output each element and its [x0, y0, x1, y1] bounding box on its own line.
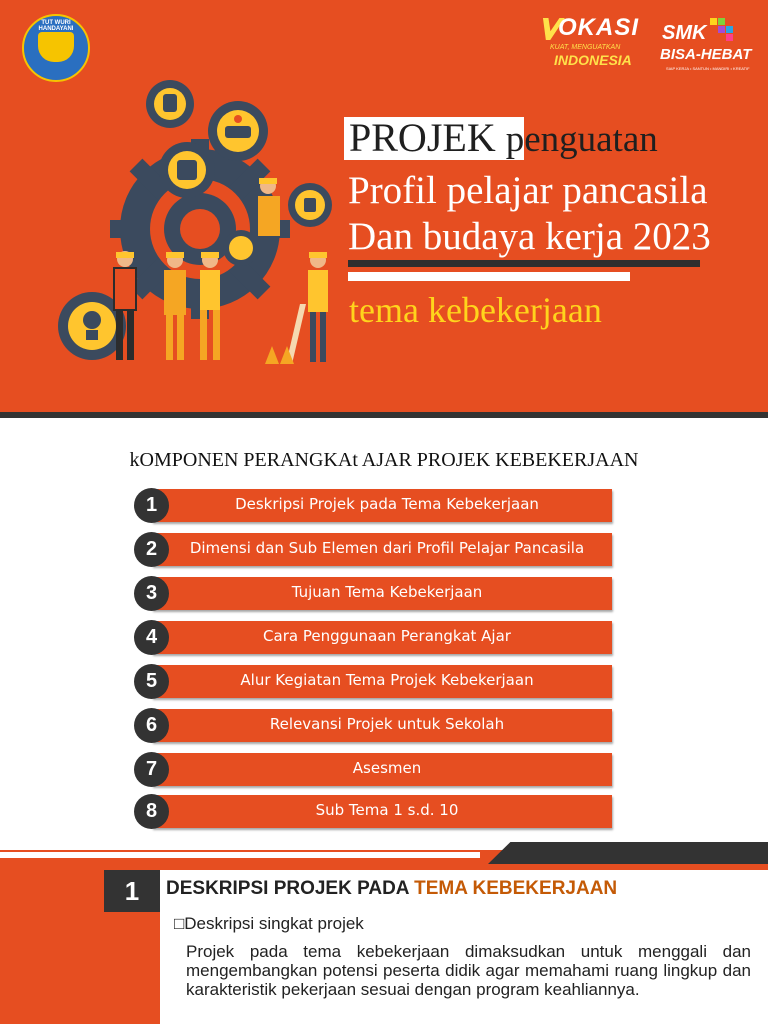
vokasi-logo-main: OKASI: [558, 14, 640, 41]
component-label: Cara Penggunaan Perangkat Ajar: [152, 621, 612, 654]
smk-bisa-hebat-logo: [658, 16, 754, 74]
component-item-4: [134, 620, 612, 654]
cover-bottom-stripe: [0, 412, 768, 436]
smk-logo-tagline: SIAP KERJA • SANTUN • MANDIRI • KREATIF: [666, 66, 750, 71]
components-slide: [0, 436, 768, 842]
components-title: kOMPONEN PERANGKAt AJAR PROJEK KEBEKERJAAN: [129, 449, 639, 471]
theme-label: tema kebekerjaan: [349, 290, 602, 330]
vokasi-logo: [540, 14, 648, 72]
title-line2: Profil pelajar pancasila: [348, 169, 708, 212]
bullet-glyph-icon: □: [174, 914, 185, 933]
smk-logo-main: SMK: [662, 22, 707, 44]
component-label: Deskripsi Projek pada Tema Kebekerjaan: [152, 489, 612, 522]
component-item-8: [134, 794, 612, 828]
component-number: 4: [134, 620, 169, 655]
smk-logo-sub: BISA-HEBAT: [660, 46, 752, 63]
component-label: Relevansi Projek untuk Sekolah: [152, 709, 612, 742]
section-heading-highlight: TEMA KEBEKERJAAN: [414, 878, 618, 899]
description-paragraph: Projek pada tema kebekerjaan dimaksudkan untuk menggali dan mengembangkan potensi peserta didik agar memahami ruang lingkup dan karakteristik pekerjaan sesuai dengan program keahliannya.: [186, 942, 751, 999]
section-heading: [166, 878, 617, 900]
title-word-projek: PROJEK: [349, 115, 496, 160]
component-label: Tujuan Tema Kebekerjaan: [152, 577, 612, 610]
gears-workers-illustration: [50, 74, 350, 374]
bullet-text: Deskripsi singkat projek: [184, 914, 364, 933]
kemdikbud-logo: [22, 14, 90, 82]
logo-motto: TUT WURI HANDAYANI: [38, 20, 74, 32]
vokasi-logo-country: INDONESIA: [554, 52, 632, 68]
component-item-7: [134, 752, 612, 786]
component-number: 2: [134, 532, 169, 567]
description-slide: [0, 842, 768, 1024]
header-dark-band: [488, 842, 768, 864]
component-label: Dimensi dan Sub Elemen dari Profil Pelajar Pancasila: [152, 533, 612, 566]
component-label: Asesmen: [152, 753, 612, 786]
component-item-5: [134, 664, 612, 698]
title-underline-dark: [348, 260, 700, 267]
component-number: 7: [134, 752, 169, 787]
component-item-3: [134, 576, 612, 610]
title-line3: Dan budaya kerja 2023: [348, 215, 711, 258]
title-underline-white: [348, 272, 630, 281]
component-number: 1: [134, 488, 169, 523]
component-item-6: [134, 708, 612, 742]
component-label: Alur Kegiatan Tema Projek Kebekerjaan: [152, 665, 612, 698]
component-number: 6: [134, 708, 169, 743]
component-item-2: [134, 532, 612, 566]
section-heading-main: DESKRIPSI PROJEK PADA: [166, 878, 415, 899]
component-label: Sub Tema 1 s.d. 10: [152, 795, 612, 828]
header-white-stripe: [0, 852, 480, 858]
bullet-item: [174, 914, 364, 934]
component-item-1: [134, 488, 612, 522]
cover-slide: [0, 0, 768, 436]
component-number: 8: [134, 794, 169, 829]
section-number: 1: [104, 870, 160, 912]
title-line1: [349, 114, 658, 164]
title-word-penguatan: penguatan: [505, 119, 658, 160]
vokasi-logo-tagline: KUAT, MENGUATKAN: [550, 44, 621, 51]
component-number: 3: [134, 576, 169, 611]
component-number: 5: [134, 664, 169, 699]
